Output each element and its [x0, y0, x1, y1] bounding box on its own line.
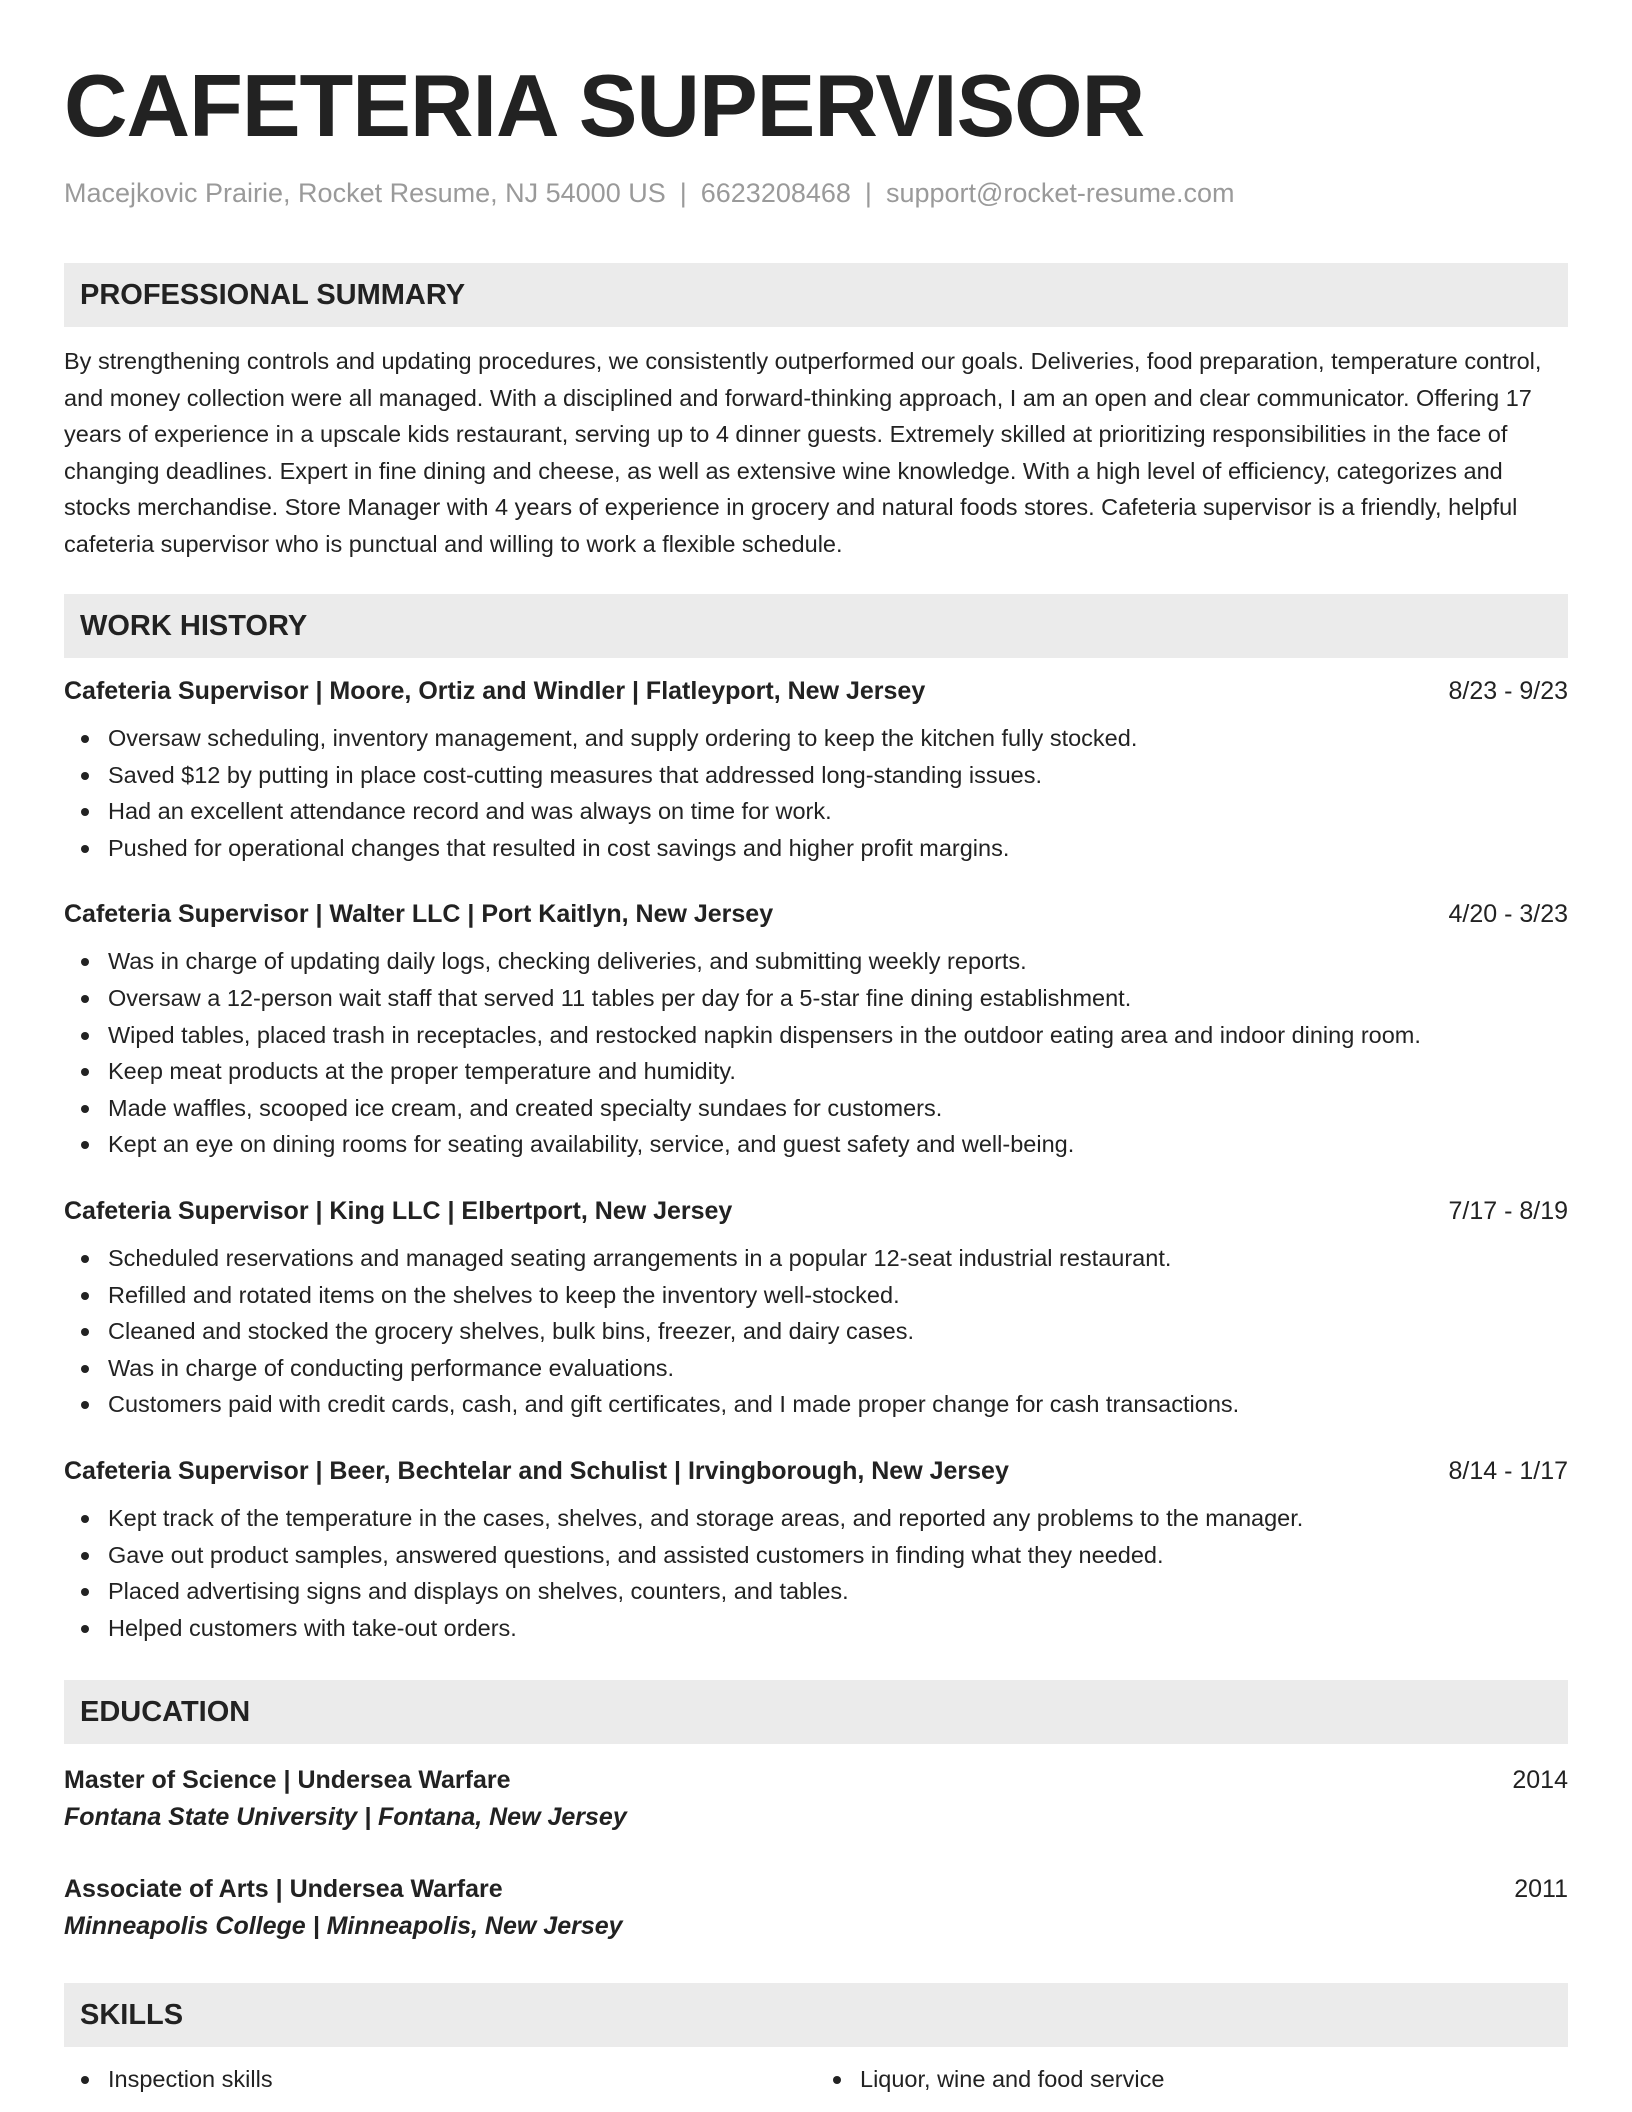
job-bullet: Made waffles, scooped ice cream, and created specialty sundaes for customers.: [108, 1090, 1568, 1127]
contact-separator: |: [864, 178, 872, 208]
section-header-skills: SKILLS: [64, 1983, 1568, 2047]
education-heading: [64, 1871, 1568, 1907]
candidate-name: CAFETERIA SUPERVISOR: [64, 56, 1145, 155]
job-bullet: Oversaw scheduling, inventory management, and supply ordering to keep the kitchen fully stocked.: [108, 720, 1568, 757]
skill-item: Inspection skills: [108, 2061, 816, 2098]
job-bullet: Oversaw a 12-person wait staff that served 11 tables per day for a 5-star fine dining establishment.: [108, 980, 1568, 1017]
job-bullet: Gave out product samples, answered questions, and assisted customers in finding what they needed.: [108, 1537, 1568, 1574]
contact-separator: |: [679, 178, 687, 208]
education-degree: Master of Science | Undersea Warfare: [64, 1766, 511, 1795]
skills-bullets: [816, 2061, 1568, 2098]
job-bullet: Customers paid with credit cards, cash, and gift certificates, and I made proper change for cash transactions.: [108, 1386, 1568, 1423]
job-entry: [64, 1455, 1568, 1646]
job-heading: [64, 1195, 1568, 1227]
skill-item: Liquor, wine and food service: [860, 2061, 1568, 2098]
contact-address: Macejkovic Prairie, Rocket Resume, NJ 54000 US: [64, 178, 666, 208]
summary-text: By strengthening controls and updating procedures, we consistently outperformed our goals. Deliveries, food preparation, temperature control, and money collection were all managed. With a disciplined and forward-thinking approach, I am an open and clear communicator. Offering 17 years of experience in a upscale kids restaurant, serving up to 4 dinner guests. Extremely skilled at prioritizing responsibilities in the face of changing deadlines. Expert in fine dining and cheese, as well as extensive wine knowledge. With a high level of efficiency, categorizes and stocks merchandise. Store Manager with 4 years of experience in grocery and natural foods stores. Cafeteria supervisor is a friendly, helpful cafeteria supervisor who is punctual and willing to work a flexible schedule.: [64, 348, 1542, 557]
section-header-education: EDUCATION: [64, 1680, 1568, 1744]
job-bullet: Keep meat products at the proper temperature and humidity.: [108, 1053, 1568, 1090]
job-bullet: Was in charge of conducting performance evaluations.: [108, 1350, 1568, 1387]
education-school: Minneapolis College | Minneapolis, New Jersey: [64, 1912, 623, 1941]
skills-column-right: [816, 2061, 1568, 2098]
job-bullet: Scheduled reservations and managed seating arrangements in a popular 12-seat industrial restaurant.: [108, 1240, 1568, 1277]
job-bullet: Was in charge of updating daily logs, checking deliveries, and submitting weekly reports.: [108, 943, 1568, 980]
skills-bullets: [64, 2061, 816, 2098]
education-school: Fontana State University | Fontana, New Jersey: [64, 1803, 627, 1832]
education-degree: Associate of Arts | Undersea Warfare: [64, 1875, 503, 1904]
education-year: 2011: [1514, 1875, 1568, 1904]
job-bullet: Helped customers with take-out orders.: [108, 1610, 1568, 1647]
job-entry: [64, 898, 1568, 1163]
education-heading: [64, 1762, 1568, 1798]
job-bullet: Kept track of the temperature in the cases, shelves, and storage areas, and reported any problems to the manager.: [108, 1500, 1568, 1537]
job-dates: 8/23 - 9/23: [1448, 677, 1568, 706]
section-header-work-history: WORK HISTORY: [64, 594, 1568, 658]
job-heading: [64, 898, 1568, 930]
skills-column-left: [64, 2061, 816, 2098]
job-bullets: [64, 1500, 1568, 1646]
job-dates: 4/20 - 3/23: [1448, 900, 1568, 929]
job-title: Cafeteria Supervisor | Walter LLC | Port Kaitlyn, New Jersey: [64, 900, 774, 929]
job-bullets: [64, 943, 1568, 1163]
job-heading: [64, 1455, 1568, 1487]
section-header-summary: PROFESSIONAL SUMMARY: [64, 263, 1568, 327]
education-entry: [64, 1762, 1568, 1836]
job-bullet: Had an excellent attendance record and was always on time for work.: [108, 793, 1568, 830]
job-dates: 7/17 - 8/19: [1448, 1197, 1568, 1226]
contact-phone: 6623208468: [700, 178, 851, 208]
job-title: Cafeteria Supervisor | Beer, Bechtelar and Schulist | Irvingborough, New Jersey: [64, 1457, 1009, 1485]
job-title: Cafeteria Supervisor | Moore, Ortiz and Windler | Flatleyport, New Jersey: [64, 677, 926, 706]
job-entry: [64, 1195, 1568, 1423]
job-bullet: Refilled and rotated items on the shelves to keep the inventory well-stocked.: [108, 1277, 1568, 1314]
job-bullets: [64, 1240, 1568, 1423]
contact-line: [64, 176, 1568, 211]
education-entry: [64, 1871, 1568, 1945]
job-bullet: Kept an eye on dining rooms for seating availability, service, and guest safety and well-being.: [108, 1126, 1568, 1163]
skills-list: [64, 2061, 1568, 2098]
job-bullet: Pushed for operational changes that resulted in cost savings and higher profit margins.: [108, 830, 1568, 867]
job-dates: 8/14 - 1/17: [1448, 1457, 1568, 1485]
job-title: Cafeteria Supervisor | King LLC | Elbertport, New Jersey: [64, 1197, 733, 1226]
job-heading: [64, 675, 1568, 707]
education-year: 2014: [1512, 1766, 1568, 1795]
job-bullet: Cleaned and stocked the grocery shelves, bulk bins, freezer, and dairy cases.: [108, 1313, 1568, 1350]
job-bullet: Placed advertising signs and displays on shelves, counters, and tables.: [108, 1573, 1568, 1610]
job-bullet: Saved $12 by putting in place cost-cutting measures that addressed long-standing issues.: [108, 757, 1568, 794]
job-bullet: Wiped tables, placed trash in receptacles, and restocked napkin dispensers in the outdoor eating area and indoor dining room.: [108, 1017, 1568, 1054]
job-entry: [64, 675, 1568, 866]
job-bullets: [64, 720, 1568, 866]
contact-email: support@rocket-resume.com: [885, 178, 1235, 208]
